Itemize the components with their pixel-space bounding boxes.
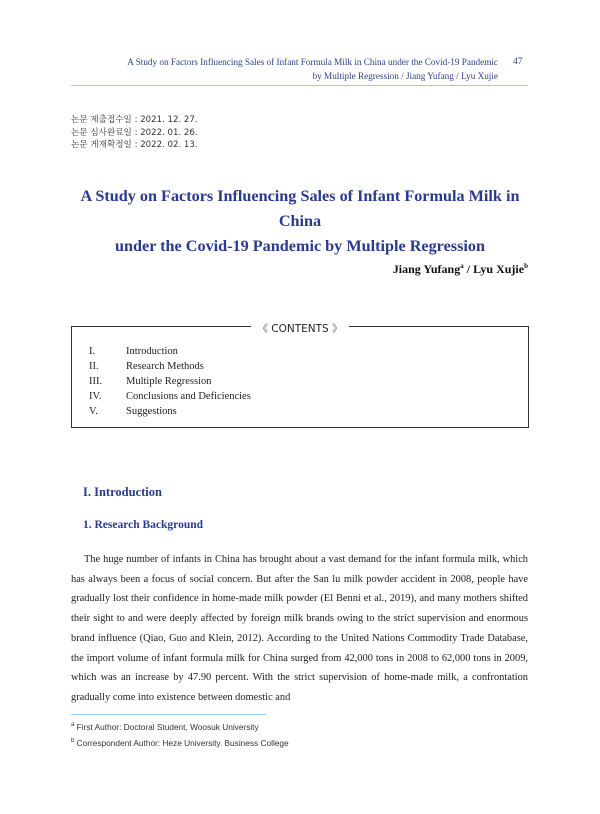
running-header-authors: by Multiple Regression / Jiang Yufang / Lyu Xujie [312, 71, 498, 81]
contents-item-number: IV. [89, 391, 102, 402]
contents-item-number: II. [89, 361, 99, 372]
contents-list [89, 344, 251, 419]
footnote-text: Correspondent Author: Heze University. Business College [74, 737, 289, 748]
body-paragraph: The huge number of infants in China has brought about a vast demand for the infant formula milk, which has always been a focus of social concern. But after the San lu milk powder accident in 2008, people have gradually lost their confidence in home-made milk powder (El Benni et al., 2019), and many mothers shifted their sight to and were deeply affected by foreign milk brands owing to the strict supervision and enormous brand influence (Qiao, Guo and Klein, 2012). According to the United Nations Commodity Trade Database, the import volume of infant formula milk for China surged from 42,000 tons in 2008 to 62,000 tons in 2009, which was an increase by 47.90 percent. With the strict supervision of home-made milk, a confrontation gradually come into existence between domestic and [71, 554, 528, 703]
contents-item-label: Conclusions and Deficiencies [126, 391, 251, 402]
footnote-mark: b [71, 737, 75, 744]
author-separator: / [463, 262, 474, 276]
body-text [71, 550, 528, 708]
date-submitted: 논문 제출접수일 : 2021. 12. 27. [71, 115, 198, 125]
footnote-mark: a [71, 722, 75, 728]
contents-item-number: I. [89, 346, 96, 357]
contents-item [89, 374, 251, 389]
contents-item [89, 389, 251, 404]
author-2-mark: b [524, 262, 528, 270]
author-2: Lyu Xujie [473, 262, 525, 276]
footnote-divider [71, 714, 266, 715]
footnote-text: First Author: Doctoral Student, Woosuk University [74, 721, 259, 732]
date-accepted: 논문 게재확정일 : 2022. 02. 13. [71, 140, 198, 150]
author-1-mark: a [460, 262, 464, 270]
paper-title-line1: A Study on Factors Influencing Sales of Infant Formula Milk in China [80, 187, 520, 230]
subsection-heading: 1. Research Background [83, 519, 204, 531]
contents-item-label: Introduction [126, 346, 178, 357]
contents-item [89, 359, 251, 374]
running-header-title: A Study on Factors Influencing Sales of Infant Formula Milk in China under the Covid-19 Pandemic [127, 57, 498, 67]
submission-dates [71, 114, 198, 152]
header-divider [71, 85, 528, 86]
paper-title [60, 184, 540, 259]
contents-item [89, 344, 251, 359]
footnote-b [71, 734, 289, 750]
contents-title: 《 CONTENTS 》 [251, 323, 348, 335]
footnote-a [71, 718, 289, 734]
paper-title-line2: under the Covid-19 Pandemic by Multiple Regression [115, 237, 485, 255]
author-line [300, 262, 528, 277]
contents-item-number: III. [89, 376, 103, 387]
page-number: 47 [513, 57, 523, 67]
contents-item-label: Suggestions [126, 406, 177, 417]
footnotes [71, 718, 289, 750]
contents-item-label: Multiple Regression [126, 376, 212, 387]
date-reviewed: 논문 심사완료일 : 2022. 01. 26. [71, 127, 198, 138]
contents-item-number: V. [89, 406, 98, 417]
section-heading: I. Introduction [83, 485, 162, 499]
contents-item-label: Research Methods [126, 361, 204, 372]
author-1: Jiang Yufang [392, 262, 461, 276]
contents-box [71, 323, 529, 428]
contents-item [89, 404, 251, 419]
